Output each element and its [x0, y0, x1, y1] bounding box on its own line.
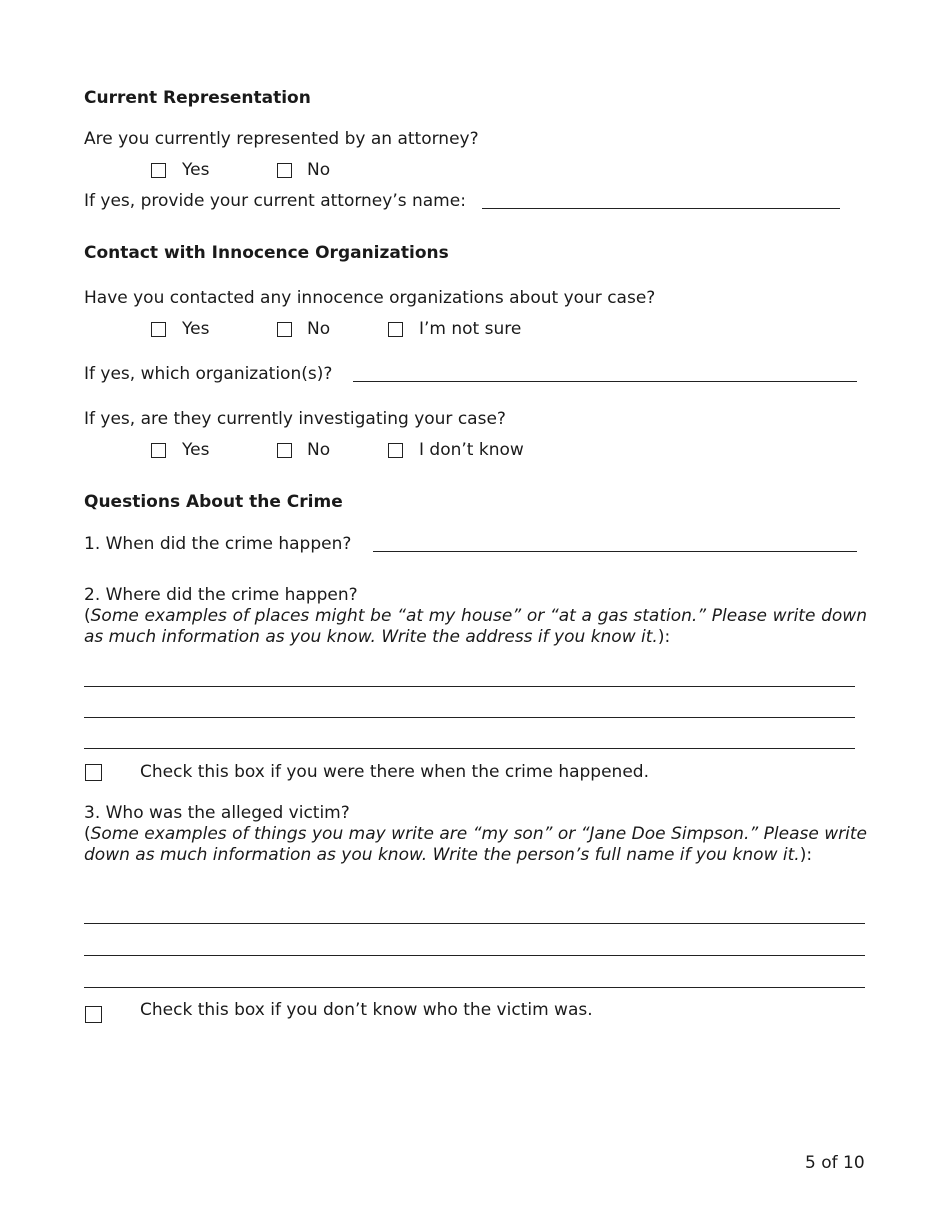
question-where: 2. Where did the crime happen?	[84, 585, 358, 605]
question-investigating: If yes, are they currently investigating your case?	[84, 409, 506, 429]
checkbox-represented-no[interactable]	[277, 163, 292, 178]
checkbox-was-present[interactable]	[85, 764, 102, 781]
victim-answer-line-1[interactable]	[84, 923, 865, 924]
where-answer-line-1[interactable]	[84, 686, 855, 687]
label-was-present: Check this box if you were there when the crime happened.	[140, 762, 649, 782]
checkbox-investigating-no[interactable]	[277, 443, 292, 458]
victim-instructions: (Some examples of things you may write are “my son” or “Jane Doe Simpson.” Please write down as much information as you know. Write the person’s full name if you know it.):	[84, 824, 867, 865]
question-contacted: Have you contacted any innocence organizations about your case?	[84, 288, 656, 308]
label-represented-no: No	[307, 160, 331, 180]
victim-answer-line-2[interactable]	[84, 955, 865, 956]
question-victim: 3. Who was the alleged victim?	[84, 803, 350, 823]
checkbox-contacted-no[interactable]	[277, 322, 292, 337]
label-investigating-dontknow: I don’t know	[419, 440, 524, 460]
where-instructions: (Some examples of places might be “at my house” or “at a gas station.” Please write down as much information as you know. Write the address if you know it.):	[84, 606, 867, 647]
crime-date-field[interactable]	[373, 551, 857, 552]
label-contacted-no: No	[307, 319, 331, 339]
checkbox-represented-yes[interactable]	[151, 163, 166, 178]
organization-prompt: If yes, which organization(s)?	[84, 364, 333, 384]
question-represented: Are you currently represented by an attorney?	[84, 129, 479, 149]
label-represented-yes: Yes	[182, 160, 210, 180]
checkbox-victim-unknown[interactable]	[85, 1006, 102, 1023]
section-heading-representation: Current Representation	[84, 88, 311, 108]
where-hint: Some examples of places might be “at my house” or “at a gas station.” Please write down as much information as you know. Write the address if you know it.	[84, 606, 867, 647]
label-contacted-yes: Yes	[182, 319, 210, 339]
checkbox-investigating-yes[interactable]	[151, 443, 166, 458]
checkbox-contacted-unsure[interactable]	[388, 322, 403, 337]
section-heading-crime: Questions About the Crime	[84, 492, 343, 512]
attorney-name-field[interactable]	[482, 208, 840, 209]
victim-hint: Some examples of things you may write are “my son” or “Jane Doe Simpson.” Please write down as much information as you know. Write the person’s full name if you know it.	[84, 824, 867, 865]
victim-answer-line-3[interactable]	[84, 987, 865, 988]
checkbox-contacted-yes[interactable]	[151, 322, 166, 337]
question-when: 1. When did the crime happen?	[84, 534, 352, 554]
label-victim-unknown: Check this box if you don’t know who the victim was.	[140, 1000, 593, 1020]
where-answer-line-3[interactable]	[84, 748, 855, 749]
section-heading-innocence: Contact with Innocence Organizations	[84, 243, 449, 263]
where-answer-line-2[interactable]	[84, 717, 855, 718]
attorney-name-prompt: If yes, provide your current attorney’s name:	[84, 191, 466, 211]
page-number: 5 of 10	[805, 1153, 865, 1173]
label-investigating-yes: Yes	[182, 440, 210, 460]
checkbox-investigating-dontknow[interactable]	[388, 443, 403, 458]
label-investigating-no: No	[307, 440, 331, 460]
organization-field[interactable]	[353, 381, 857, 382]
label-contacted-unsure: I’m not sure	[419, 319, 522, 339]
